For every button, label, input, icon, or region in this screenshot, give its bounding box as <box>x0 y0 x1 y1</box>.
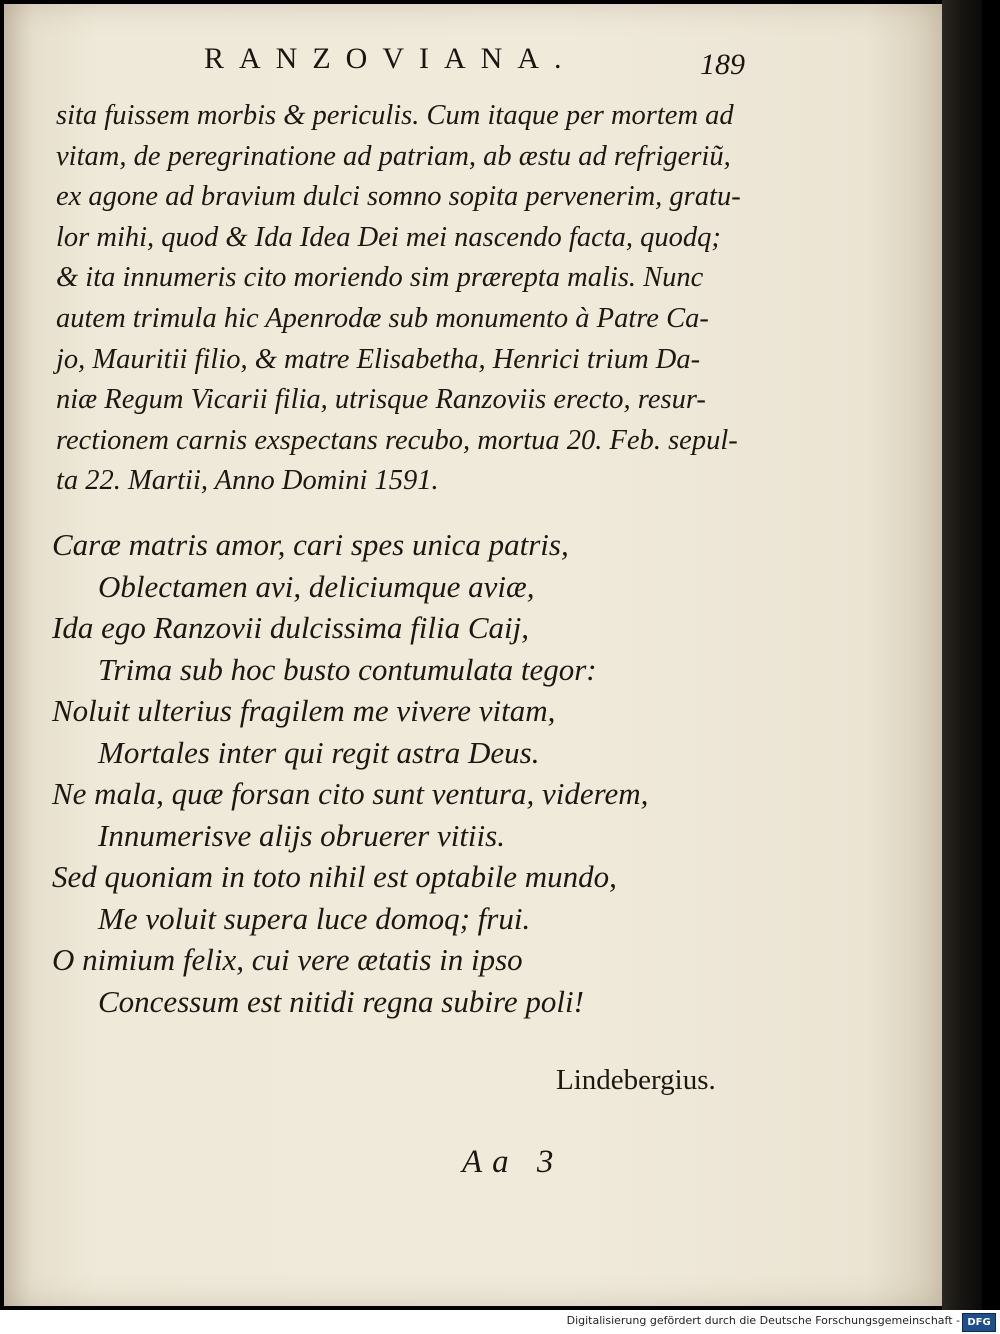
verse-line: Trima sub hoc busto contumulata tegor: <box>98 651 597 687</box>
page-edge-shadow <box>942 0 982 1310</box>
verse-line: Ne mala, quæ forsan cito sunt ventura, viderem, <box>52 776 649 811</box>
verse-line: Caræ matris amor, cari spes unica patris, <box>52 527 569 562</box>
prose-line: vitam, de peregrinatione ad patriam, ab æstu ad refrigeriũ, <box>56 140 731 172</box>
verse-line: O nimium felix, cui vere ætatis in ipso <box>52 942 523 977</box>
printer-signature-mark: Aa 3 <box>462 1144 564 1180</box>
verse-line: Noluit ulterius fragilem me vivere vitam, <box>52 693 556 728</box>
prose-line: & ita innumeris cito moriendo sim prærepta malis. Nunc <box>56 262 704 294</box>
prose-line: sita fuissem morbis & periculis. Cum itaque per mortem ad <box>56 100 734 131</box>
dfg-logo-icon: DFG <box>962 1313 996 1332</box>
prose-line: jo, Mauritii filio, & matre Elisabetha, Henrici trium Da- <box>56 343 701 375</box>
prose-paragraph <box>56 96 756 502</box>
verse-line: Innumerisve alijs obruerer vitiis. <box>98 817 505 853</box>
verse-line: Me voluit supera luce domoq; frui. <box>98 900 531 936</box>
prose-line: rectionem carnis exspectans recubo, mortua 20. Feb. sepul- <box>56 424 738 456</box>
prose-line: ta 22. Martii, Anno Domini 1591. <box>56 465 439 497</box>
verse-line: Mortales inter qui regit astra Deus. <box>98 734 540 770</box>
footer-credit: Digitalisierung gefördert durch die Deutsche Forschungsgemeinschaft - <box>566 1314 960 1327</box>
author-signature: Lindebergius. <box>556 1064 716 1096</box>
prose-line: autem trimula hic Apenrodæ sub monumento à Patre Ca- <box>56 302 709 334</box>
prose-line: lor mihi, quod & Ida Idea Dei mei nascendo facta, quodq; <box>56 221 721 253</box>
verse-line: Ida ego Ranzovii dulcissima filia Caij, <box>52 610 530 645</box>
page-number: 189 <box>700 48 745 81</box>
verse-line: Oblectamen avi, deliciumque aviæ, <box>98 568 535 604</box>
bleed-through-text <box>64 1139 70 1165</box>
prose-line: ex agone ad bravium dulci somno sopita pervenerim, gratu- <box>56 181 741 213</box>
verse-line: Sed quoniam in toto nihil est optabile mundo, <box>52 859 617 894</box>
epitaph-verse <box>52 524 752 1022</box>
verse-line: Concessum est nitidi regna subire poli! <box>98 983 584 1019</box>
book-page <box>4 4 942 1306</box>
footer-bar <box>0 1310 1000 1334</box>
running-head <box>4 42 942 92</box>
prose-line: niæ Regum Vicarii filia, utrisque Ranzoviis erecto, resur- <box>56 384 706 416</box>
running-title: RANZOVIANA. <box>204 42 577 75</box>
